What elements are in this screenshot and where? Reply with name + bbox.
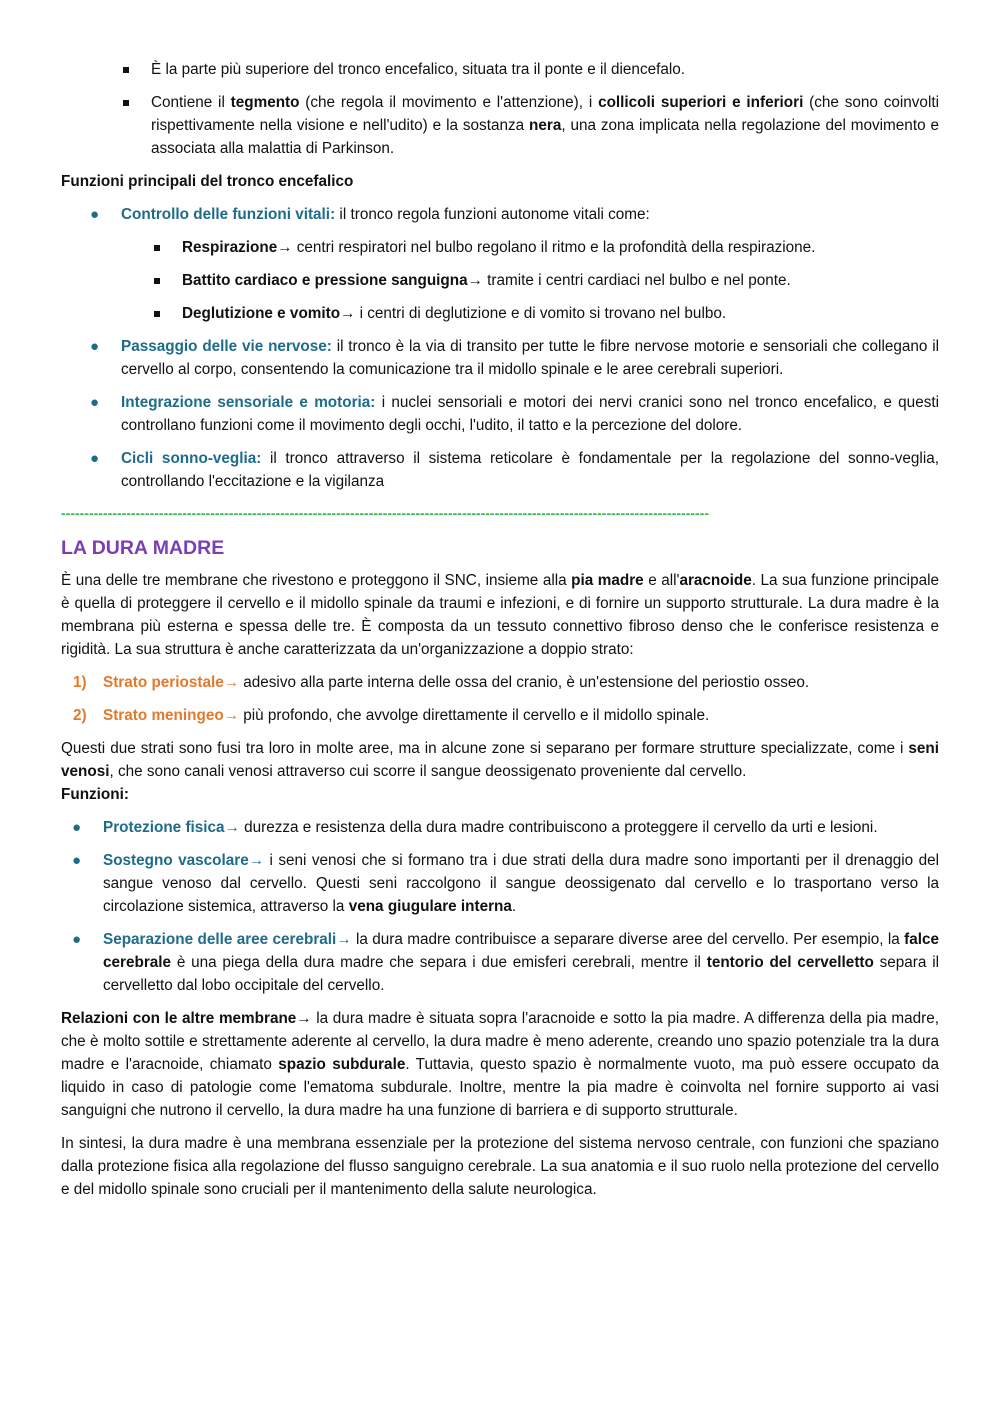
subitem-label: Deglutizione e vomito [182,305,341,322]
dura-intro-paragraph [61,569,939,661]
document-page [61,58,939,1211]
subitem-text: tramite i centri cardiaci nel bulbo e nel ponte. [482,272,791,289]
item-number: 1) [73,674,87,691]
functions-heading: Funzioni principali del tronco encefalico [61,173,354,190]
bullet-dot-icon: ● [72,931,82,948]
list-item [90,447,939,493]
relations-paragraph [61,1007,939,1122]
subitem-label: Respirazione [182,239,278,256]
bold-text: falce cerebrale [103,931,939,971]
subitem-text: centri respiratori nel bulbo regolano il ritmo e la profondità della respirazione. [292,239,816,256]
item-text: il tronco regola funzioni autonome vitali come: [335,206,650,223]
bold-text: aracnoide [679,572,752,589]
text-run: e all' [643,572,680,589]
section-separator: ------------------------------------------------------------------------------------------------------------------------------------------- [61,505,710,521]
vital-subitems-list [182,236,939,325]
item-text: il tronco è la via di transito per tutte le fibre nervose motorie e sensoriali che collegano il cervello al corpo, consentendo la comunicazione tra il midollo spinale e le aree cerebrali superiori. [121,338,939,378]
text-run: è una piega della dura madre che separa i due emisferi cerebrali, mentre il [171,954,707,971]
bullet-dot-icon: ● [90,450,100,467]
arrow-right-icon: → [277,239,293,256]
layer-text: adesivo alla parte interna delle ossa del cranio, è un'estensione del periostio osseo. [239,674,810,691]
layer-label: Strato meningeo [103,707,224,724]
list-item [72,849,939,918]
list-item [73,704,939,727]
list-item [151,58,939,81]
item-colon: : [370,394,376,411]
bold-text: tentorio del cervelletto [706,954,874,971]
item-number: 2) [73,707,87,724]
list-item-vital-functions [90,203,939,226]
bold-text: seni venosi [61,740,939,780]
arrow-right-icon: → [223,674,240,691]
text-run: Questi due strati sono fusi tra loro in molte aree, ma in alcune zone si separano per formare strutture specializzate, come i [61,740,909,757]
bold-text: Relazioni con le altre membrane [61,1010,297,1027]
arrow-right-icon: → [223,707,239,724]
bullet-dot-icon: ● [90,338,100,355]
bullet-dot-icon: ● [72,852,82,869]
item-label: Sostegno vascolare [103,852,249,869]
item-label: Protezione fisica [103,819,225,836]
bullet-dot-icon: ● [72,819,82,836]
list-item [182,269,939,292]
text-run: Contiene il [151,94,231,111]
list-item [182,302,939,325]
text-run: , una zona implicata nella regolazione del movimento e associata alla malattia di Parkinson. [151,117,939,157]
item-colon: : [330,206,336,223]
item-label: Passaggio delle vie nervose [121,338,327,355]
arrow-right-icon: → [336,931,352,948]
item-text: i nuclei sensoriali e motori dei nervi cranici sono nel tronco encefalico, e questi controllano funzioni come il movimento degli occhi, l'udito, il tatto e la percezione del dolore. [121,394,939,434]
item-label: Cicli sonno-veglia: [121,450,262,467]
mesencefalo-list [151,58,939,160]
text-run: la dura madre contribuisce a separare diverse aree del cervello. Per esempio, la [351,931,905,948]
bold-text: nera [529,117,562,134]
list-item [151,91,939,160]
text-run: separa il cervelletto dal lobo occipitale del cervello. [103,954,939,994]
functions-list [90,203,939,226]
subitem-text: i centri di deglutizione e di vomito si trovano nel bulbo. [355,305,727,322]
item-label: Controllo delle funzioni vitali [121,206,331,223]
bullet-dot-icon: ● [90,206,100,223]
subitem-label: Battito cardiaco e pressione sanguigna [182,272,468,289]
text-run: È la parte più superiore del tronco encefalico, situata tra il ponte e il diencefalo. [151,61,686,78]
bold-text: vena giugulare interna [348,898,512,915]
bullet-dot-icon: ● [90,394,100,411]
arrow-right-icon: → [340,305,356,322]
dura-layers-list [73,671,939,727]
bold-text: pia madre [571,572,644,589]
text-run: (che sono coinvolti rispettivamente nella visione e nell'udito) e la sostanza [151,94,939,134]
dura-functions-list [72,816,939,997]
layer-text: più profondo, che avvolge direttamente il cervello e il midollo spinale. [238,707,710,724]
item-text [240,819,878,836]
list-item [90,335,939,381]
arrow-right-icon: → [467,272,483,289]
bold-text: spazio subdurale [278,1056,406,1073]
bold-text: tegmento [230,94,300,111]
bold-text: collicoli superiori e inferiori [598,94,804,111]
list-item [182,236,939,259]
item-text: il tronco attraverso il sistema reticolare è fondamentale per la regolazione del sonno-veglia, controllando l'eccitazione e la vigilanza [121,450,939,490]
summary-paragraph: In sintesi, la dura madre è una membrana essenziale per la protezione del sistema nervoso centrale, con funzioni che spaziano dalla protezione fisica alla regolazione del flusso sanguigno cerebrale. La sua anatomia e il suo ruolo nella protezione del cervello e del midollo spinale sono cruciali per il mantenimento della salute neurologica. [61,1135,939,1198]
text-run: i seni venosi che si formano tra i due strati della dura madre sono importanti per il drenaggio del sangue venoso dal cervello. Questi seni raccolgono il sangue deossigenato dal cervello e lo trasportano verso la circolazione sistemica, attraverso la [103,852,939,915]
other-functions-list [90,335,939,493]
text-run: la dura madre è situata sopra l'aracnoide e sotto la pia madre. A differenza della pia madre, che è molto sottile e strettamente aderente al cervello, la dura madre è meno aderente, creando uno spazio potenziale tra la dura madre e l'aracnoide, chiamato [61,1010,939,1073]
layer-label: Strato periostale [103,674,224,691]
item-colon: : [326,338,332,355]
item-label: Integrazione sensoriale e motoria [121,394,371,411]
text-run: durezza e resistenza della dura madre contribuiscono a proteggere il cervello da urti e lesioni. [239,819,878,836]
list-item [72,928,939,997]
fused-layers-paragraph [61,737,939,783]
section-title: LA DURA MADRE [61,537,225,559]
bold-text: → [296,1010,312,1027]
text-run: , che sono canali venosi attraverso cui scorre il sangue deossigenato proveniente dal cervello. [109,763,747,780]
list-item [73,671,939,694]
arrow-right-icon: → [224,819,240,836]
text-run: È una delle tre membrane che rivestono e proteggono il SNC, insieme alla [61,572,572,589]
arrow-right-icon: → [248,852,265,869]
item-label: Separazione delle aree cerebrali [103,931,337,948]
text-run: . [511,898,517,915]
text-run: . Tuttavia, questo spazio è normalmente vuoto, ma può essere occupato da liquido in caso di patologie come l'ematoma subdurale. Inoltre, mentre la pia madre è coinvolta nel fornire supporto ai vasi sanguigni che nutrono il cervello, la dura madre ha una funzione di barriera e di supporto strutturale. [61,1056,939,1119]
list-item [72,816,939,839]
list-item [90,391,939,437]
text-run: . La sua funzione principale è quella di proteggere il cervello e il midollo spinale da traumi e infezioni, e di fornire un supporto strutturale. La dura madre è la membrana più esterna e spessa delle tre. È composta da un tessuto connettivo fibroso denso che le conferisce resistenza e rigidità. La sua struttura è anche caratterizzata da un'organizzazione a doppio strato: [61,572,939,658]
functions-label: Funzioni: [61,786,129,803]
text-run: (che regola il movimento e l'attenzione), i [299,94,599,111]
